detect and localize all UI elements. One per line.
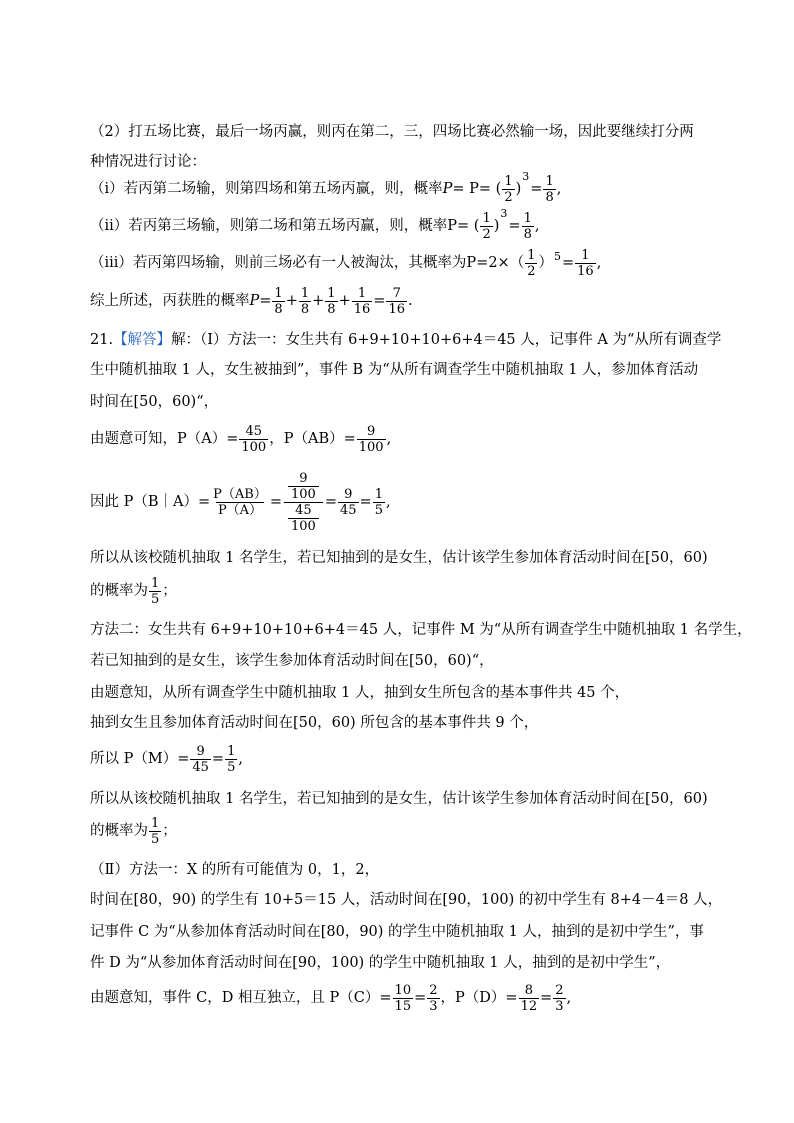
text: ,	[385, 494, 391, 510]
fraction	[190, 744, 211, 775]
denominator: 100	[288, 486, 319, 502]
denominator: P（A）	[217, 502, 263, 518]
numerator: 1	[527, 247, 536, 263]
text: P= (	[447, 218, 480, 234]
text: 所以 P（M）=	[90, 751, 190, 767]
text-line	[90, 651, 494, 671]
denominator: 3	[429, 998, 438, 1014]
text: 抽到女生且参加体育活动时间在[50，60) 所包含的基本事件共 9 个，	[90, 715, 539, 731]
text: 由题意可知，P（A）=	[90, 431, 239, 447]
text: .	[407, 293, 413, 309]
text: =	[540, 990, 553, 1006]
text-line	[90, 360, 698, 380]
fraction	[543, 174, 555, 205]
text: 解：（Ⅰ）方法一：女生共有 6+9+10+10+6+4＝45 人，记事件 A 为“从所有调查学	[171, 332, 722, 348]
text-line	[90, 713, 538, 733]
numerator: 9	[344, 486, 353, 502]
text: +	[338, 293, 351, 309]
text: )	[515, 181, 522, 197]
fraction	[519, 983, 540, 1014]
numerator: 8	[524, 982, 533, 998]
numerator: P（AB）	[213, 486, 267, 502]
text: ；	[162, 823, 177, 839]
numerator: 9	[299, 470, 308, 486]
denominator: 45	[340, 502, 357, 518]
text: P=2×（	[466, 255, 525, 271]
text: （i）若丙第二场输，则第四场和第五场丙赢，则，概率	[90, 181, 443, 197]
fraction	[288, 471, 319, 502]
question-21-header	[90, 330, 721, 350]
exponent: 3	[500, 207, 508, 220]
denominator: 5	[151, 591, 160, 607]
text: =	[561, 255, 575, 271]
text: ，P（D）=	[440, 990, 518, 1006]
denominator: 2	[504, 189, 513, 205]
text-line	[90, 620, 752, 640]
denominator: 3	[555, 998, 564, 1014]
exponent: 5	[553, 250, 561, 263]
var-p: P	[249, 293, 260, 309]
text: （iii）若丙第四场输，则前三场必有一人被淘汰，其概率为	[90, 255, 467, 271]
case-2-line	[90, 207, 539, 245]
text: 的概率为	[90, 583, 148, 599]
text: =	[324, 494, 337, 510]
denominator: 12	[520, 998, 538, 1014]
text: ,	[556, 181, 562, 197]
fraction	[575, 248, 596, 279]
text: 时间在[50，60)“，	[90, 394, 219, 410]
text: =	[211, 751, 225, 767]
text: =	[414, 990, 427, 1006]
numerator: 1	[327, 285, 336, 301]
text: 所以从该校随机抽取 1 名学生，若已知抽到的是女生，估计该学生参加体育活动时间在[50，60)	[90, 550, 708, 566]
fraction	[553, 983, 565, 1014]
numerator: 10	[394, 982, 412, 998]
text: =	[373, 293, 386, 309]
fraction	[325, 286, 337, 317]
text-line	[90, 548, 708, 568]
denominator: 8	[300, 301, 310, 317]
text: （Ⅱ）方法一：X 的所有可能值为 0，1，2，	[90, 862, 380, 878]
case-3-line	[90, 244, 601, 282]
denominator: 8	[545, 189, 554, 205]
text-line	[90, 122, 694, 142]
text: 时间在[80，90) 的学生有 10+5＝15 人，活动时间在[90，100) 的初中学生有 8+4－4＝8 人，	[90, 892, 723, 908]
numerator: 9	[196, 743, 205, 759]
fraction	[338, 487, 359, 518]
text: 种情况进行讨论：	[90, 154, 206, 170]
fraction	[427, 983, 439, 1014]
compound-fraction	[284, 471, 323, 534]
text: ）	[538, 255, 553, 271]
text: 记事件 C 为“从参加体育活动时间在[80，90) 的学生中随机抽取 1 人，抽到的是初中学生”，事	[90, 924, 704, 940]
numerator: 2	[429, 982, 438, 998]
text: 因此 P（B｜A）=	[90, 494, 211, 510]
numerator: 45	[295, 502, 312, 518]
denominator: 15	[394, 998, 412, 1014]
numerator: 1	[504, 173, 513, 189]
text-line	[90, 890, 722, 910]
numerator: 45	[245, 423, 263, 439]
fraction	[272, 286, 284, 317]
numerator: 1	[545, 173, 554, 189]
numerator: 1	[300, 285, 310, 301]
text: =	[359, 494, 372, 510]
numerator: 1	[523, 210, 532, 226]
compound-denominator	[284, 502, 323, 534]
fraction	[373, 487, 385, 518]
answer-line	[90, 812, 177, 850]
denominator: 2	[482, 226, 491, 242]
numerator: 9	[367, 423, 376, 439]
denominator: 100	[358, 439, 384, 455]
text: +	[285, 293, 298, 309]
text: 的概率为	[90, 823, 148, 839]
denominator: 16	[353, 301, 371, 317]
text: 方法二：女生共有 6+9+10+10+6+4＝45 人，记事件 M 为“从所有调查学生中随机抽取 1 名学生，	[90, 622, 752, 638]
numerator: 1	[274, 285, 283, 301]
denominator: 5	[227, 759, 236, 775]
text: =	[259, 293, 272, 309]
text: （2）打五场比赛，最后一场丙赢，则丙在第二，三，四场比赛必然输一场，因此要继续打分两	[90, 124, 694, 140]
fraction	[480, 211, 492, 242]
text: +	[312, 293, 325, 309]
numerator: 1	[227, 743, 236, 759]
denominator: 8	[274, 301, 283, 317]
fraction	[149, 576, 161, 607]
numerator: 1	[482, 210, 491, 226]
fraction	[225, 744, 237, 775]
fraction	[149, 816, 161, 847]
text: 由题意知，从所有调查学生中随机抽取 1 人，抽到女生所包含的基本事件共 45 个，	[90, 685, 630, 701]
denominator: 16	[577, 263, 594, 279]
fraction	[352, 286, 373, 317]
var-p: P	[442, 181, 453, 197]
numerator: 2	[555, 982, 564, 998]
text: = P= (	[452, 181, 502, 197]
text-line	[90, 152, 206, 172]
numerator: 7	[392, 285, 401, 301]
text: ,	[566, 990, 572, 1006]
summary-line	[90, 282, 413, 320]
denominator: 2	[527, 263, 536, 279]
pm-line	[90, 740, 243, 778]
conditional-prob-line	[90, 462, 391, 542]
pcd-line	[90, 978, 571, 1018]
fraction	[211, 487, 269, 518]
question-number: 21.	[90, 332, 114, 348]
denominator: 16	[388, 301, 405, 317]
fraction	[393, 983, 414, 1014]
fraction	[386, 286, 407, 317]
numerator: 1	[581, 247, 590, 263]
text-line	[90, 392, 218, 412]
denominator: 8	[327, 301, 336, 317]
text: ,	[238, 751, 243, 767]
text-line	[90, 860, 379, 880]
denominator: 100	[288, 518, 319, 534]
exponent: 3	[522, 170, 530, 183]
text: ，P（AB）=	[269, 431, 356, 447]
fraction	[299, 286, 311, 317]
case-1-line	[90, 170, 561, 208]
denominator: 5	[374, 502, 383, 518]
text: 件 D 为“从参加体育活动时间在[90，100) 的学生中随机抽取 1 人，抽到的是初中学生”，	[90, 955, 671, 971]
text: 生中随机抽取 1 人，女生被抽到”，事件 B 为“从所有调查学生中随机抽取 1 人，参加体育活动	[90, 362, 699, 378]
answer-line	[90, 572, 177, 610]
text: =	[269, 494, 283, 510]
text: =	[530, 181, 543, 197]
text: （ii）若丙第三场输，则第二场和第五场丙赢，则，概率	[90, 218, 448, 234]
numerator: 1	[374, 486, 383, 502]
answer-tag: 【解答】	[113, 332, 172, 348]
fraction	[522, 211, 534, 242]
text: ,	[386, 431, 392, 447]
text: ,	[534, 218, 540, 234]
text: 由题意知，事件 C，D 相互独立，且 P（C）=	[90, 990, 392, 1006]
fraction	[239, 424, 268, 455]
text: 所以从该校随机抽取 1 名学生，若已知抽到的是女生，估计该学生参加体育活动时间在[50，60)	[90, 791, 708, 807]
numerator: 1	[357, 285, 367, 301]
denominator: 5	[151, 831, 160, 847]
denominator: 45	[192, 759, 209, 775]
pa-line	[90, 420, 391, 458]
text: ,	[596, 255, 602, 271]
fraction	[525, 248, 537, 279]
text-line	[90, 789, 708, 809]
fraction	[502, 174, 514, 205]
denominator: 8	[523, 226, 532, 242]
text: ；	[162, 583, 177, 599]
fraction	[288, 503, 319, 534]
text: )	[493, 218, 500, 234]
text: 综上所述，丙获胜的概率	[90, 293, 250, 309]
text: =	[508, 218, 521, 234]
text-line	[90, 922, 704, 942]
text: 若已知抽到的是女生，该学生参加体育活动时间在[50，60)“，	[90, 653, 494, 669]
numerator: 1	[151, 575, 160, 591]
numerator: 1	[151, 815, 160, 831]
text-line	[90, 683, 629, 703]
text-line	[90, 953, 670, 973]
fraction	[357, 424, 386, 455]
compound-numerator	[284, 471, 323, 502]
denominator: 100	[241, 439, 267, 455]
